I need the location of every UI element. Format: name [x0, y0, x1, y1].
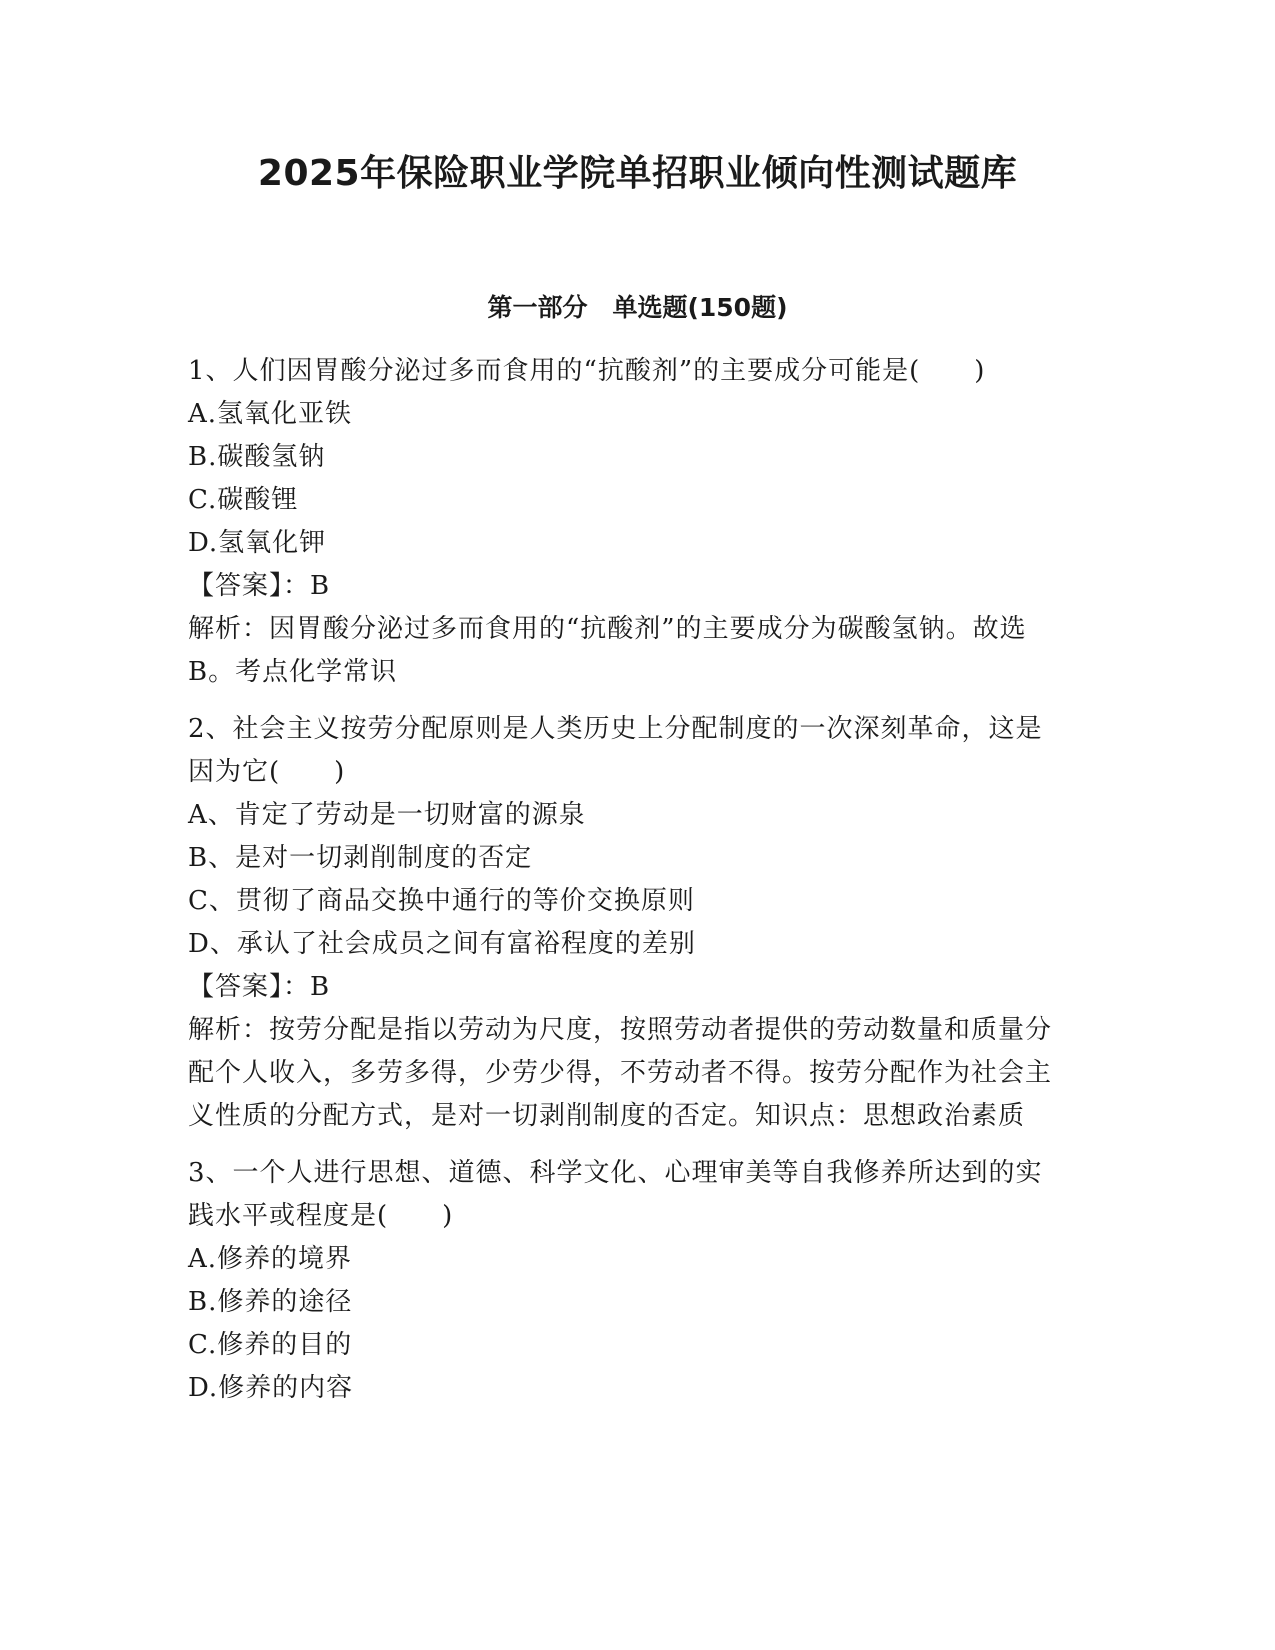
question-stem: 3、一个人进行思想、道德、科学文化、心理审美等自我修养所达到的实践水平或程度是( ): [188, 1158, 1043, 1231]
option-d: D、承认了社会成员之间有富裕程度的差别: [188, 929, 696, 959]
analysis: 解析：因胃酸分泌过多而食用的“抗酸剂”的主要成分为碳酸氢钠。故选B。考点化学常识: [188, 614, 1027, 687]
question-stem: 1、人们因胃酸分泌过多而食用的“抗酸剂”的主要成分可能是( ): [188, 356, 986, 386]
option-a: A、肯定了劳动是一切财富的源泉: [188, 800, 586, 830]
question-3: [188, 1152, 1068, 1410]
option-a: A.修养的境界: [188, 1244, 353, 1274]
answer: 【答案】：B: [188, 571, 331, 601]
option-c: C.修养的目的: [188, 1330, 353, 1360]
option-c: C.碳酸锂: [188, 485, 299, 515]
answer: 【答案】：B: [188, 972, 331, 1002]
question-1: [188, 350, 1068, 694]
question-list: [188, 350, 1068, 1424]
question-2: [188, 708, 1068, 1138]
analysis: 解析：按劳分配是指以劳动为尺度，按照劳动者提供的劳动数量和质量分配个人收入，多劳多得，少劳少得，不劳动者不得。按劳分配作为社会主义性质的分配方式，是对一切剥削制度的否定。知识点：思想政治素质: [188, 1015, 1053, 1131]
option-a: A.氢氧化亚铁: [188, 399, 353, 429]
section-title: 第一部分 单选题(150题): [487, 293, 788, 322]
option-d: D.修养的内容: [188, 1373, 354, 1403]
option-b: B.修养的途径: [188, 1287, 353, 1317]
option-c: C、贯彻了商品交换中通行的等价交换原则: [188, 886, 695, 916]
option-b: B、是对一切剥削制度的否定: [188, 843, 533, 873]
document-title: 2025年保险职业学院单招职业倾向性测试题库: [257, 153, 1018, 194]
option-d: D.氢氧化钾: [188, 528, 327, 558]
option-b: B.碳酸氢钠: [188, 442, 326, 472]
question-stem: 2、社会主义按劳分配原则是人类历史上分配制度的一次深刻革命，这是因为它( ): [188, 714, 1043, 787]
